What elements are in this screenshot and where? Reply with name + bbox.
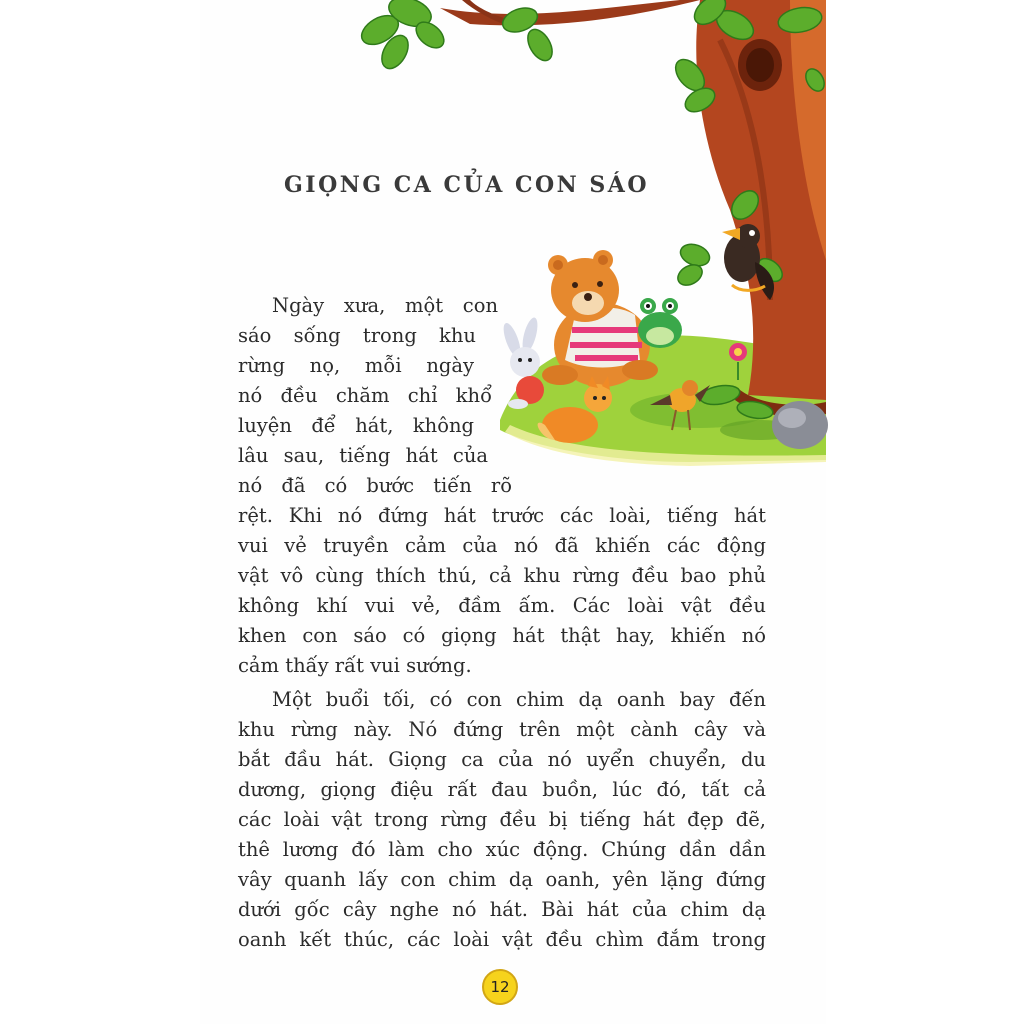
- text-line: dương, giọng điệu rất đau buồn, lúc đó, tất cả: [238, 778, 766, 801]
- text-line: khu rừng này. Nó đứng trên một cành cây và: [238, 718, 766, 741]
- text-line: bắt đầu hát. Giọng ca của nó uyển chuyển, du: [238, 748, 766, 771]
- text-line: vây quanh lấy con chim dạ oanh, yên lặng đứng: [238, 868, 766, 891]
- bear-icon: [542, 250, 658, 387]
- text-line: vật vô cùng thích thú, cả khu rừng đều bao phủ: [238, 564, 766, 587]
- text-line: Một buổi tối, có con chim dạ oanh bay đến: [272, 688, 766, 711]
- text-line: cảm thấy rất vui sướng.: [238, 654, 472, 677]
- text-line: rừng nọ, mỗi ngày: [238, 354, 474, 377]
- rock-icon: [772, 401, 828, 449]
- text-line: lâu sau, tiếng hát của: [238, 444, 488, 467]
- text-line: luyện để hát, không: [238, 414, 474, 437]
- text-line: không khí vui vẻ, đầm ấm. Các loài vật đều: [238, 594, 766, 617]
- text-line: nó đã có bước tiến rõ: [238, 474, 512, 497]
- text-line: thê lương đó làm cho xúc động. Chúng dần dần: [238, 838, 766, 861]
- page-number-badge: 12: [482, 969, 518, 1005]
- text-line: rệt. Khi nó đứng hát trước các loài, tiếng hát: [238, 504, 766, 527]
- text-line: dưới gốc cây nghe nó hát. Bài hát của chim dạ: [238, 898, 766, 921]
- text-line: sáo sống trong khu: [238, 324, 476, 347]
- text-line: khen con sáo có giọng hát thật hay, khiến nó: [238, 624, 766, 647]
- text-line: Ngày xưa, một con: [272, 294, 498, 317]
- text-line: vui vẻ truyền cảm của nó đã khiến các động: [238, 534, 766, 557]
- text-line: oanh kết thúc, các loài vật đều chìm đắm trong: [238, 928, 766, 951]
- text-line: nó đều chăm chỉ khổ: [238, 384, 492, 407]
- story-title: GIỌNG CA CỦA CON SÁO: [284, 172, 650, 198]
- rabbit-icon: [500, 316, 544, 409]
- frog-icon: [638, 298, 682, 348]
- tree-branch: [440, 0, 700, 25]
- text-line: các loài vật trong rừng đều bị tiếng hát đẹp đẽ,: [238, 808, 766, 831]
